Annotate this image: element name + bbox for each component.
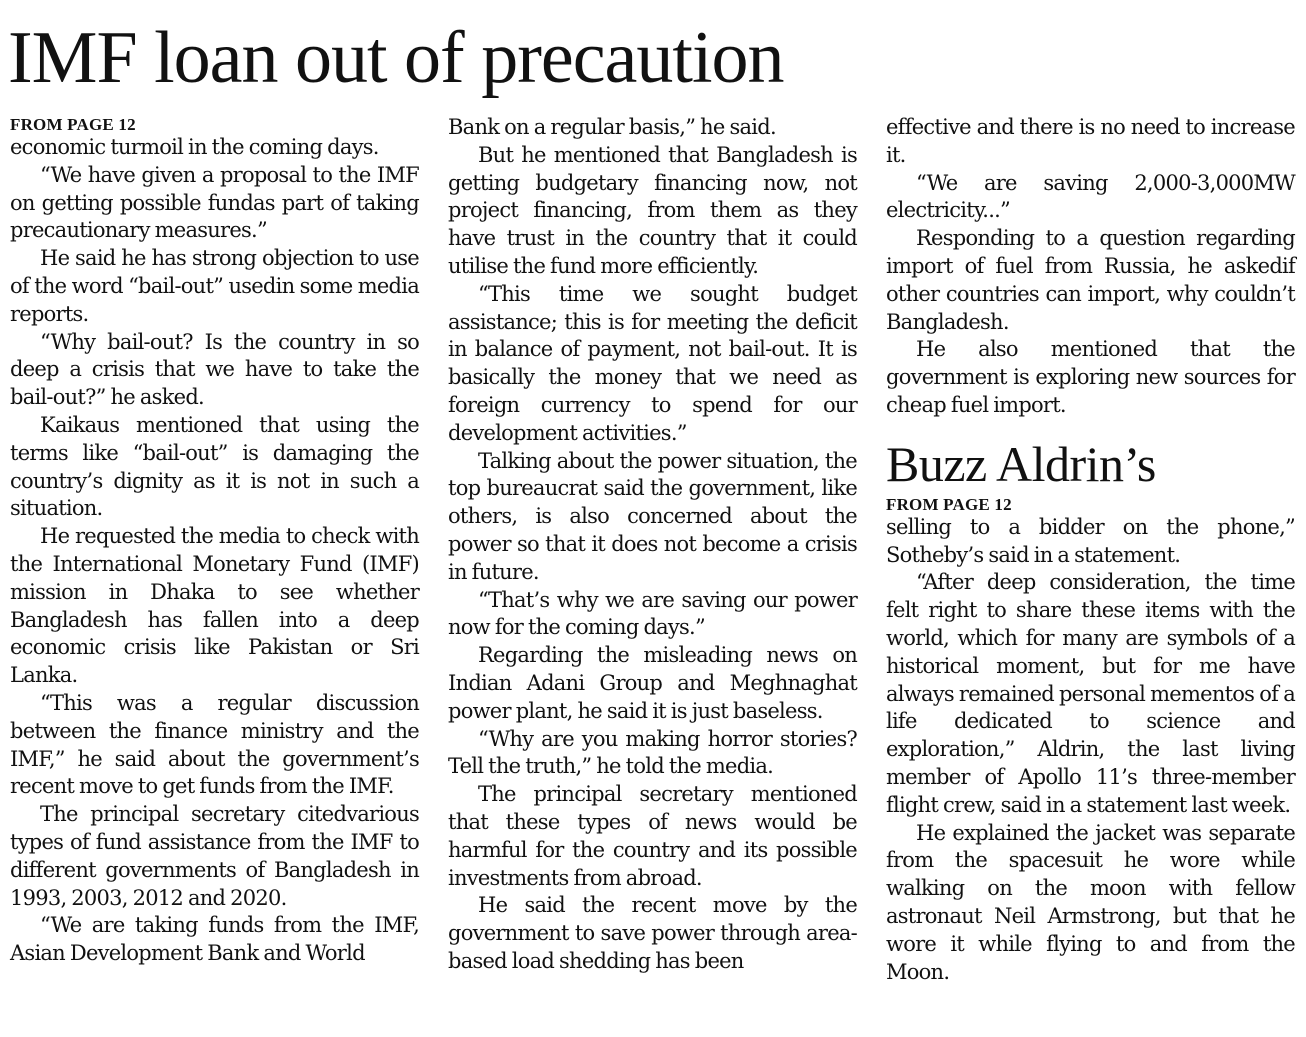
article-paragraph: He requested the media to check with the International Monetary Fund (IMF) mission in Dhaka to see whether Bangladesh has fallen into a deep economic crisis like Pakistan or Sri Lanka.: [10, 524, 419, 688]
article-paragraph: “We have given a proposal to the IMF on getting possible fundas part of taking precautionary measures.”: [10, 162, 419, 243]
article-paragraph: The principal secretary citedvarious types of fund assistance from the IMF to different governments of Bangladesh in 1993, 2003, 2012 and 2020.: [10, 802, 419, 910]
article-paragraph: Kaikaus mentioned that using the terms like “bail-out” is damaging the country’s dignity as it is not in such a situation.: [10, 412, 419, 521]
article-paragraph: He said he has strong objection to use of the word “bail-out” usedin some media reports.: [10, 246, 419, 326]
article-paragraph: Bank on a regular basis,” he said.: [448, 115, 776, 139]
article-paragraph: “This time we sought budget assistance; this is for meeting the deficit in balance of payment, not bail-out. It is basically the money that we need as foreign currency to spend for our development activities.”: [448, 281, 857, 445]
from-page-kicker: FROM PAGE 12: [886, 494, 1012, 514]
article-paragraph: selling to a bidder on the phone,” Sotheby’s said in a statement.: [886, 514, 1295, 567]
article-column-1: [10, 114, 419, 968]
from-page-kicker: FROM PAGE 12: [10, 115, 136, 134]
article-column-2: [448, 114, 857, 976]
article-paragraph: “Why bail-out? Is the country in so deep a crisis that we have to take the bail-out?” he asked.: [10, 329, 419, 410]
article-paragraph: “We are taking funds from the IMF, Asian Development Bank and World: [10, 913, 419, 966]
article-paragraph: He said the recent move by the government to save power through area-based load shedding has been: [448, 893, 857, 973]
article-paragraph: “We are saving 2,000-3,000MW electricity...”: [886, 170, 1295, 223]
article-paragraph: He explained the jacket was separate from the spacesuit he wore while walking on the moon with fellow astronaut Neil Armstrong, but that he wore it while flying to and from the Moon.: [886, 820, 1295, 984]
article-paragraph: economic turmoil in the coming days.: [10, 135, 379, 159]
article-paragraph: “After deep consideration, the time felt right to share these items with the world, which for many are symbols of a historical moment, but for me have always remained personal mementos of a life dedicated to science and exploration,” Aldrin, the last living member of Apollo 11’s three-member flight crew, said in a statement last week.: [886, 570, 1295, 817]
article-paragraph: But he mentioned that Bangladesh is getting budgetary financing now, not project financing, from them as they have trust in the country that it could utilise the fund more efficiently.: [448, 142, 857, 278]
article-paragraph: The principal secretary mentioned that these types of news would be harmful for the country and its possible investments from abroad.: [448, 782, 857, 890]
headline-imf-loan: IMF loan out of precaution: [8, 17, 784, 99]
article-paragraph: Responding to a question regarding import of fuel from Russia, he askedif other countries can import, why couldn’t Bangladesh.: [886, 226, 1295, 334]
article-paragraph: He also mentioned that the government is exploring new sources for cheap fuel import.: [886, 337, 1295, 417]
article-paragraph: “This was a regular discussion between the finance ministry and the IMF,” he said about the government’s recent move to get funds from the IMF.: [10, 690, 419, 799]
article-paragraph: effective and there is no need to increase it.: [886, 115, 1295, 167]
article-column-3: [886, 114, 1295, 986]
article-paragraph: Regarding the misleading news on Indian Adani Group and Meghnaghat power plant, he said it is just baseless.: [448, 643, 857, 723]
article-paragraph: Talking about the power situation, the top bureaucrat said the government, like others, is also concerned about the power so that it does not become a crisis in future.: [448, 448, 857, 584]
article-paragraph: “Why are you making horror stories? Tell the truth,” he told the media.: [448, 726, 857, 779]
article-paragraph: “That’s why we are saving our power now for the coming days.”: [448, 587, 857, 640]
headline-buzz-aldrin: Buzz Aldrin’s: [886, 435, 1156, 492]
